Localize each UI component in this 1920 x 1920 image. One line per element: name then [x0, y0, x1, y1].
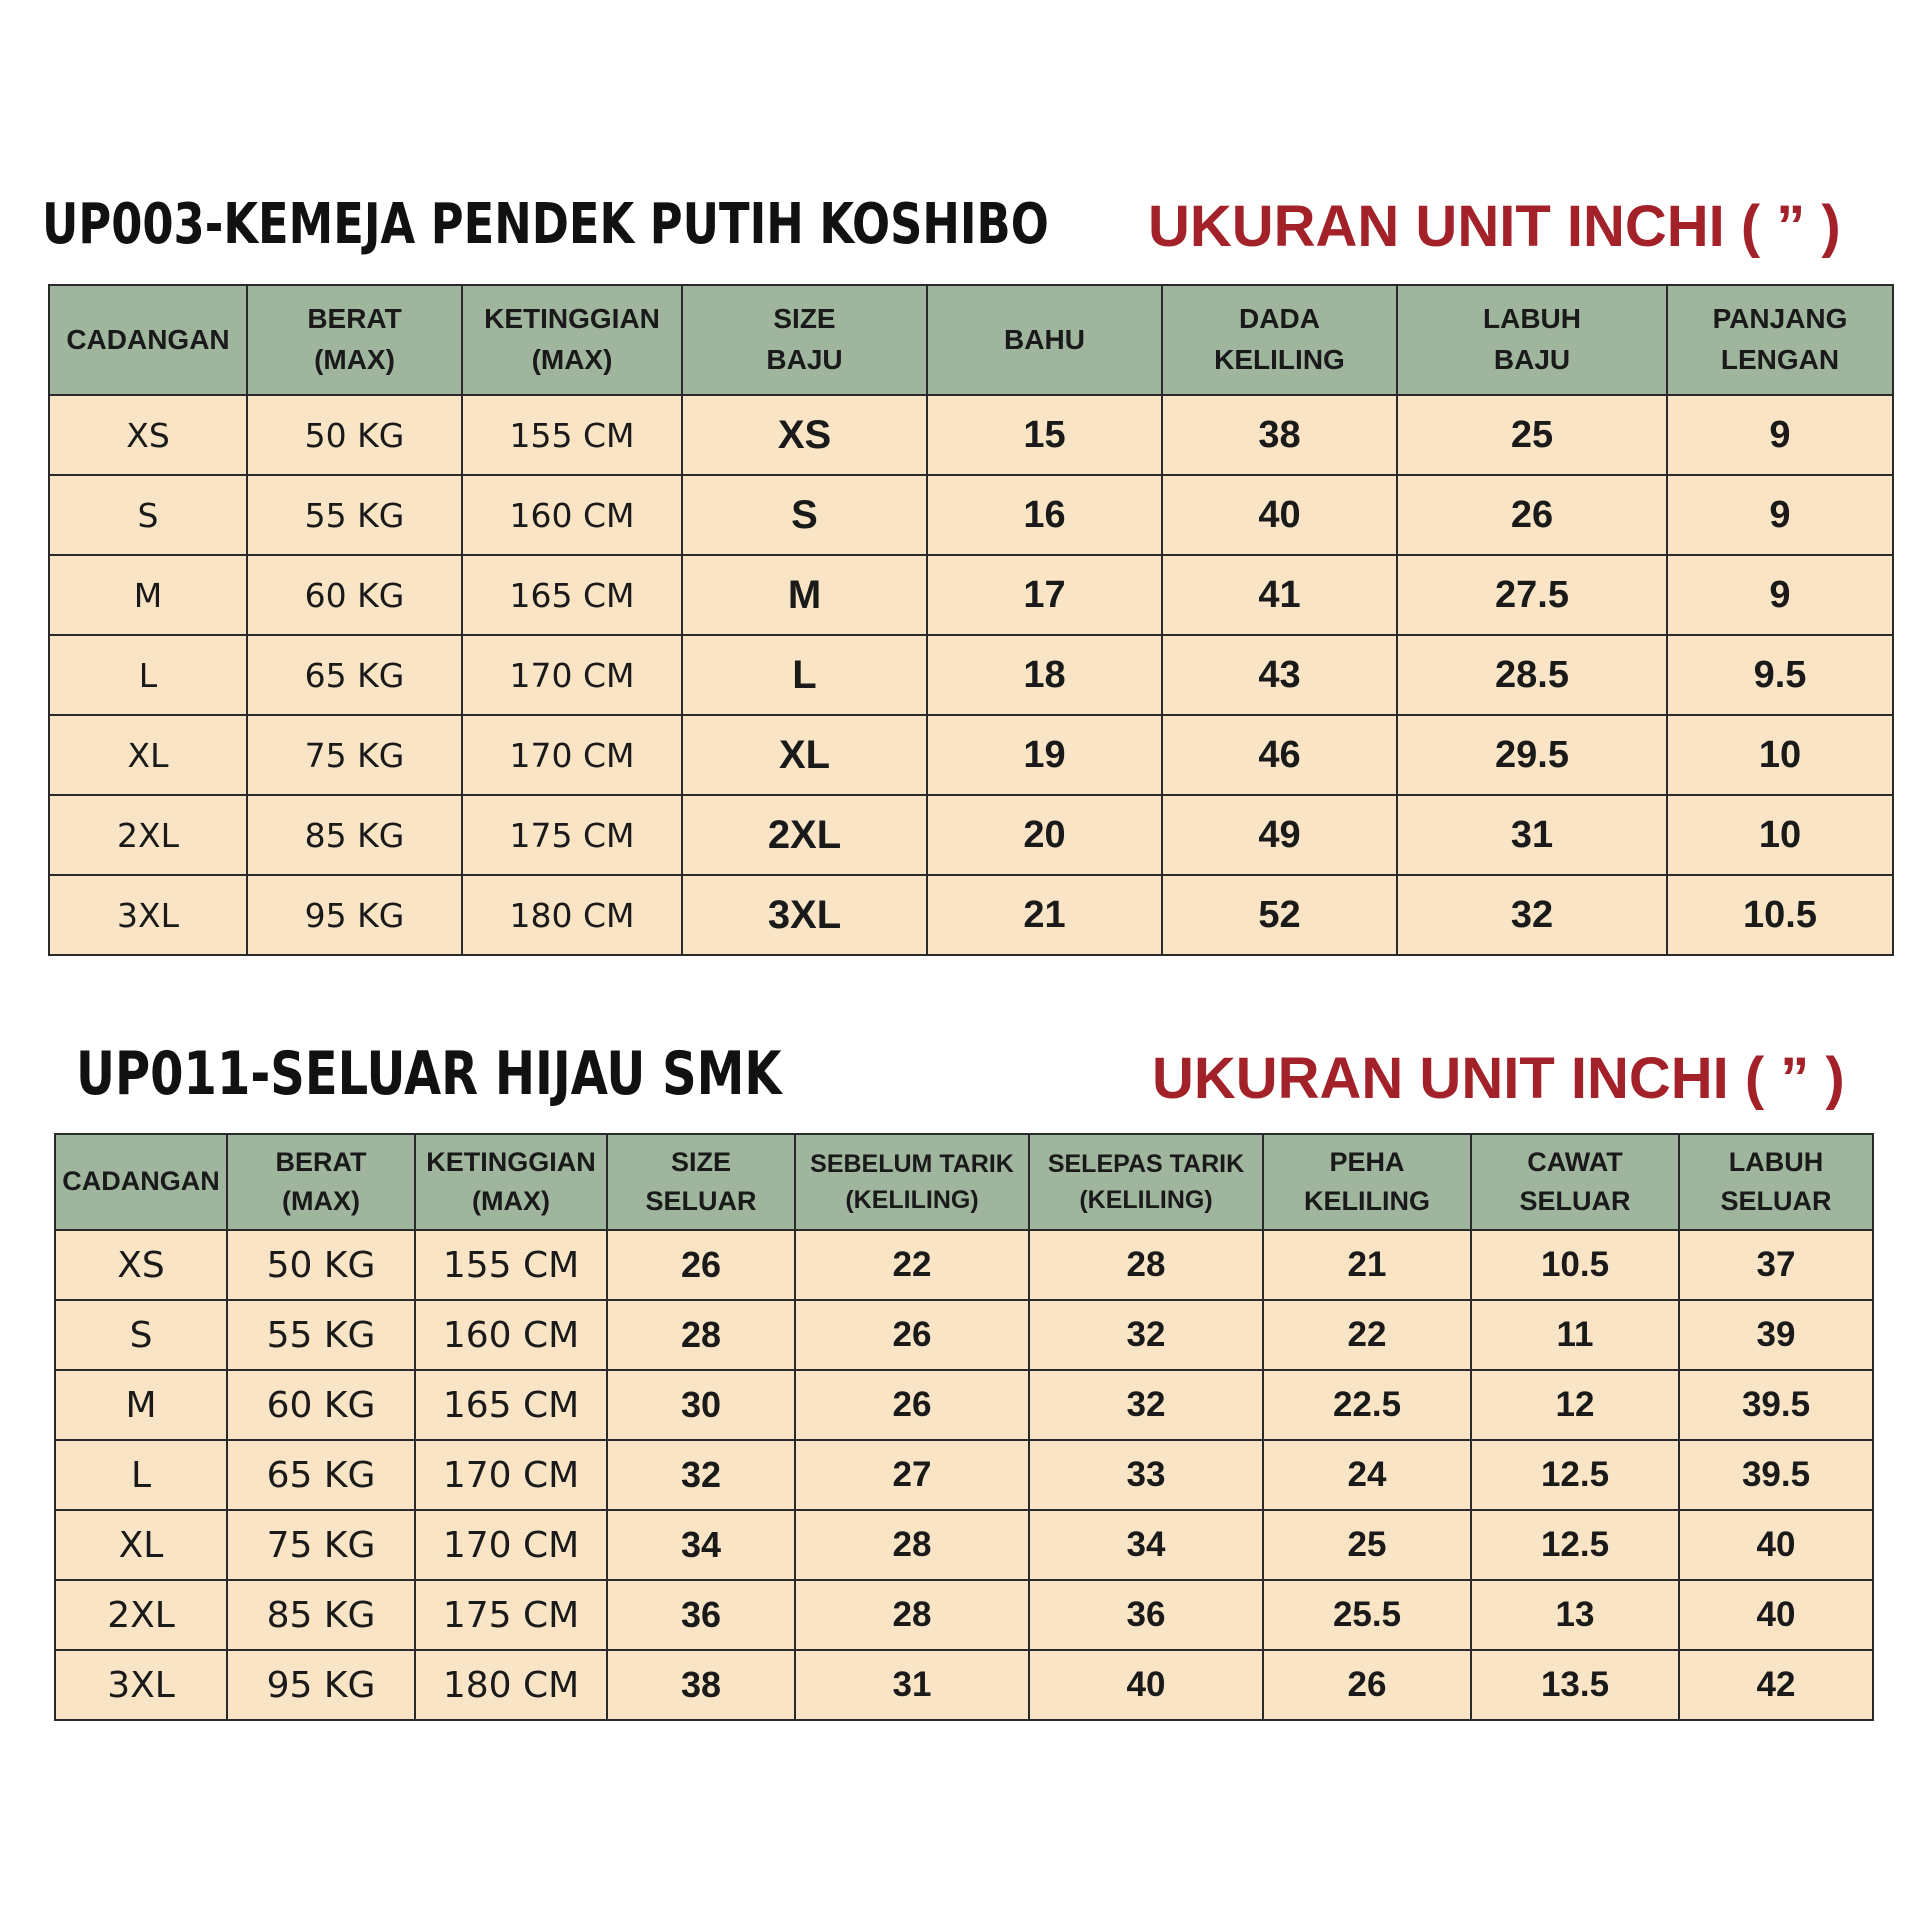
shirt-table-cell: M [49, 555, 247, 635]
pants-header-cell [1029, 1134, 1263, 1230]
shirt-table-cell: 31 [1397, 795, 1667, 875]
pants-table-cell: 55 KG [227, 1300, 415, 1370]
shirt-header-row [49, 285, 1893, 395]
shirt-table-cell: 60 KG [247, 555, 462, 635]
pants-table-cell: 30 [607, 1370, 795, 1440]
pants-header-label: SELUAR [645, 1186, 757, 1216]
pants-size-table [54, 1133, 1874, 1721]
shirt-header-label: KELILING [1214, 344, 1345, 375]
shirt-header-cell [682, 285, 927, 395]
shirt-table-cell: 10 [1667, 715, 1893, 795]
pants-table-cell: 40 [1679, 1580, 1873, 1650]
shirt-table-cell: XL [682, 715, 927, 795]
pants-table-cell: 25 [1263, 1510, 1471, 1580]
shirt-title: UP003-KEMEJA PENDEK PUTIH KOSHIBO [42, 192, 1049, 257]
pants-table-cell: 36 [607, 1580, 795, 1650]
shirt-header-label: DADA [1239, 303, 1320, 335]
shirt-table-row [49, 715, 1893, 795]
pants-table-row [55, 1650, 1873, 1720]
pants-table-cell: 60 KG [227, 1370, 415, 1440]
shirt-table-cell: 3XL [682, 875, 927, 955]
pants-header-cell [1679, 1134, 1873, 1230]
shirt-table-cell: XS [682, 395, 927, 475]
pants-table-cell: 39 [1679, 1300, 1873, 1370]
shirt-table-cell: S [49, 475, 247, 555]
shirt-header-label: BAJU [766, 344, 843, 375]
shirt-table-cell: 170 CM [462, 635, 682, 715]
pants-table-row [55, 1300, 1873, 1370]
shirt-table-cell: 155 CM [462, 395, 682, 475]
pants-header-label: CADANGAN [62, 1166, 220, 1197]
pants-table-cell: 3XL [55, 1650, 227, 1720]
pants-table-cell: 34 [1029, 1510, 1263, 1580]
pants-header-cell [1471, 1134, 1679, 1230]
pants-header-label: SIZE [670, 1146, 731, 1177]
pants-table-cell: 27 [795, 1440, 1029, 1510]
shirt-table-cell: 160 CM [462, 475, 682, 555]
shirt-unit-note: UKURAN UNIT INCHI ( ” ) [1148, 194, 1841, 259]
pants-table-cell: 36 [1029, 1580, 1263, 1650]
shirt-header-label: BAHU [1004, 323, 1085, 355]
pants-table-cell: 11 [1471, 1300, 1679, 1370]
shirt-table-cell: 75 KG [247, 715, 462, 795]
pants-table-cell: 13 [1471, 1580, 1679, 1650]
pants-table-cell: 25.5 [1263, 1580, 1471, 1650]
shirt-table-cell: M [682, 555, 927, 635]
pants-header-cell [795, 1134, 1029, 1230]
pants-table-cell: 34 [607, 1510, 795, 1580]
shirt-header-label: PANJANG [1712, 303, 1848, 335]
pants-table-cell: 22.5 [1263, 1370, 1471, 1440]
shirt-header-label: KETINGGIAN [484, 303, 660, 335]
shirt-header-cell [1667, 285, 1893, 395]
pants-table-cell: 32 [1029, 1300, 1263, 1370]
pants-table-cell: M [55, 1370, 227, 1440]
shirt-header-label: CADANGAN [66, 323, 230, 355]
shirt-table-cell: 9 [1667, 475, 1893, 555]
pants-table-cell: 12 [1471, 1370, 1679, 1440]
pants-header-label: (KELILING) [1079, 1186, 1213, 1214]
pants-table-row [55, 1580, 1873, 1650]
shirt-table-cell: 38 [1162, 395, 1397, 475]
pants-table-cell: 40 [1679, 1510, 1873, 1580]
pants-table-cell: 26 [1263, 1650, 1471, 1720]
pants-table-cell: 33 [1029, 1440, 1263, 1510]
pants-table-cell: 28 [795, 1510, 1029, 1580]
pants-header-cell [55, 1134, 227, 1230]
pants-table-cell: 175 CM [415, 1580, 607, 1650]
shirt-header-cell [247, 285, 462, 395]
pants-table-cell: 13.5 [1471, 1650, 1679, 1720]
pants-table-cell: 50 KG [227, 1230, 415, 1300]
pants-table-cell: 2XL [55, 1580, 227, 1650]
shirt-header-label: BERAT [307, 303, 402, 335]
pants-table-cell: 12.5 [1471, 1510, 1679, 1580]
shirt-table-cell: 26 [1397, 475, 1667, 555]
pants-table-cell: 32 [1029, 1370, 1263, 1440]
pants-title: UP011-SELUAR HIJAU SMK [76, 1039, 782, 1109]
pants-header-label: (MAX) [472, 1186, 550, 1216]
pants-table-cell: 32 [607, 1440, 795, 1510]
shirt-table-cell: L [682, 635, 927, 715]
pants-header-label: LABUH [1728, 1146, 1824, 1177]
pants-table-row [55, 1440, 1873, 1510]
shirt-table-row [49, 475, 1893, 555]
shirt-table-cell: 52 [1162, 875, 1397, 955]
shirt-table-cell: 32 [1397, 875, 1667, 955]
shirt-header-label: (MAX) [314, 344, 395, 375]
pants-header-label: SELEPAS TARIK [1047, 1149, 1245, 1178]
shirt-table-cell: 85 KG [247, 795, 462, 875]
shirt-table-cell: S [682, 475, 927, 555]
shirt-table-cell: 170 CM [462, 715, 682, 795]
pants-header-cell [227, 1134, 415, 1230]
pants-header-cell [607, 1134, 795, 1230]
pants-table-body [55, 1230, 1873, 1720]
pants-header-label: SEBELUM TARIK [810, 1149, 1014, 1178]
pants-header-cell [1263, 1134, 1471, 1230]
pants-table-cell: S [55, 1300, 227, 1370]
pants-unit-note: UKURAN UNIT INCHI ( ” ) [1152, 1046, 1845, 1111]
pants-table-cell: 26 [795, 1370, 1029, 1440]
shirt-table-cell: 18 [927, 635, 1162, 715]
shirt-table-cell: 27.5 [1397, 555, 1667, 635]
shirt-table-row [49, 555, 1893, 635]
pants-table-cell: 10.5 [1471, 1230, 1679, 1300]
pants-table-cell: 39.5 [1679, 1370, 1873, 1440]
shirt-table-row [49, 875, 1893, 955]
shirt-header-cell [462, 285, 682, 395]
shirt-header-cell [49, 285, 247, 395]
pants-table-cell: 28 [1029, 1230, 1263, 1300]
shirt-table-cell: 43 [1162, 635, 1397, 715]
shirt-header-cell [1162, 285, 1397, 395]
shirt-table-cell: 3XL [49, 875, 247, 955]
shirt-table-cell: 19 [927, 715, 1162, 795]
shirt-table-cell: 40 [1162, 475, 1397, 555]
pants-header-label: KELILING [1304, 1186, 1430, 1216]
pants-table-cell: 37 [1679, 1230, 1873, 1300]
pants-table-cell: 170 CM [415, 1440, 607, 1510]
shirt-table-cell: 49 [1162, 795, 1397, 875]
shirt-table-cell: 95 KG [247, 875, 462, 955]
pants-table-cell: 95 KG [227, 1650, 415, 1720]
shirt-table-cell: 9 [1667, 555, 1893, 635]
pants-table-cell: 39.5 [1679, 1440, 1873, 1510]
pants-table-cell: 75 KG [227, 1510, 415, 1580]
shirt-table-cell: 46 [1162, 715, 1397, 795]
shirt-table-cell: XS [49, 395, 247, 475]
pants-table-cell: 180 CM [415, 1650, 607, 1720]
pants-header-label: (MAX) [282, 1186, 360, 1216]
pants-table-cell: 85 KG [227, 1580, 415, 1650]
shirt-table-cell: 29.5 [1397, 715, 1667, 795]
pants-table-cell: 160 CM [415, 1300, 607, 1370]
shirt-table-body [49, 395, 1893, 955]
pants-table-row [55, 1230, 1873, 1300]
shirt-table-cell: 165 CM [462, 555, 682, 635]
shirt-table-cell: 20 [927, 795, 1162, 875]
pants-table-cell: XS [55, 1230, 227, 1300]
shirt-table-cell: 175 CM [462, 795, 682, 875]
shirt-table-cell: 28.5 [1397, 635, 1667, 715]
shirt-table-row [49, 795, 1893, 875]
pants-table-cell: 65 KG [227, 1440, 415, 1510]
shirt-table-cell: 17 [927, 555, 1162, 635]
pants-table-cell: 38 [607, 1650, 795, 1720]
pants-table-cell: 31 [795, 1650, 1029, 1720]
pants-table-cell: 12.5 [1471, 1440, 1679, 1510]
pants-table-cell: 170 CM [415, 1510, 607, 1580]
pants-table-cell: 22 [1263, 1300, 1471, 1370]
shirt-table-cell: L [49, 635, 247, 715]
shirt-header-label: SIZE [773, 303, 836, 335]
pants-header-label: SELUAR [1519, 1186, 1631, 1216]
shirt-table-cell: 41 [1162, 555, 1397, 635]
shirt-table-cell: 15 [927, 395, 1162, 475]
shirt-table-row [49, 635, 1893, 715]
pants-header-label: BERAT [275, 1146, 367, 1177]
shirt-table-cell: 2XL [49, 795, 247, 875]
shirt-table-cell: 9.5 [1667, 635, 1893, 715]
pants-header-label: (KELILING) [845, 1186, 979, 1214]
pants-table-cell: 24 [1263, 1440, 1471, 1510]
pants-table-cell: 165 CM [415, 1370, 607, 1440]
shirt-header-label: (MAX) [531, 344, 613, 375]
pants-table-cell: 155 CM [415, 1230, 607, 1300]
shirt-header-label: BAJU [1493, 344, 1571, 375]
pants-table-cell: L [55, 1440, 227, 1510]
shirt-size-table [48, 284, 1894, 956]
shirt-table-cell: 180 CM [462, 875, 682, 955]
pants-table-cell: 26 [795, 1300, 1029, 1370]
pants-header-label: KETINGGIAN [426, 1146, 596, 1177]
pants-table-row [55, 1370, 1873, 1440]
pants-table-cell: 28 [607, 1300, 795, 1370]
pants-header-label: PEHA [1329, 1146, 1405, 1177]
shirt-table-cell: 50 KG [247, 395, 462, 475]
shirt-table-cell: 2XL [682, 795, 927, 875]
pants-table-cell: 42 [1679, 1650, 1873, 1720]
pants-table-cell: XL [55, 1510, 227, 1580]
pants-header-label: SELUAR [1720, 1186, 1832, 1216]
shirt-table-cell: 10.5 [1667, 875, 1893, 955]
shirt-table-cell: 65 KG [247, 635, 462, 715]
pants-table-cell: 21 [1263, 1230, 1471, 1300]
shirt-table-cell: 9 [1667, 395, 1893, 475]
pants-header-cell [415, 1134, 607, 1230]
pants-table-row [55, 1510, 1873, 1580]
shirt-header-cell [927, 285, 1162, 395]
pants-table-cell: 26 [607, 1230, 795, 1300]
pants-header-label: CAWAT [1527, 1146, 1623, 1177]
shirt-table-cell: 16 [927, 475, 1162, 555]
shirt-table-row [49, 395, 1893, 475]
shirt-header-label: LABUH [1483, 303, 1581, 335]
shirt-header-cell [1397, 285, 1667, 395]
shirt-table-cell: 10 [1667, 795, 1893, 875]
shirt-table-cell: 55 KG [247, 475, 462, 555]
pants-table-cell: 40 [1029, 1650, 1263, 1720]
shirt-table-cell: XL [49, 715, 247, 795]
pants-header-row [55, 1134, 1873, 1230]
pants-table-cell: 28 [795, 1580, 1029, 1650]
shirt-table-cell: 25 [1397, 395, 1667, 475]
shirt-table-cell: 21 [927, 875, 1162, 955]
pants-table-cell: 22 [795, 1230, 1029, 1300]
shirt-header-label: LENGAN [1720, 344, 1840, 375]
